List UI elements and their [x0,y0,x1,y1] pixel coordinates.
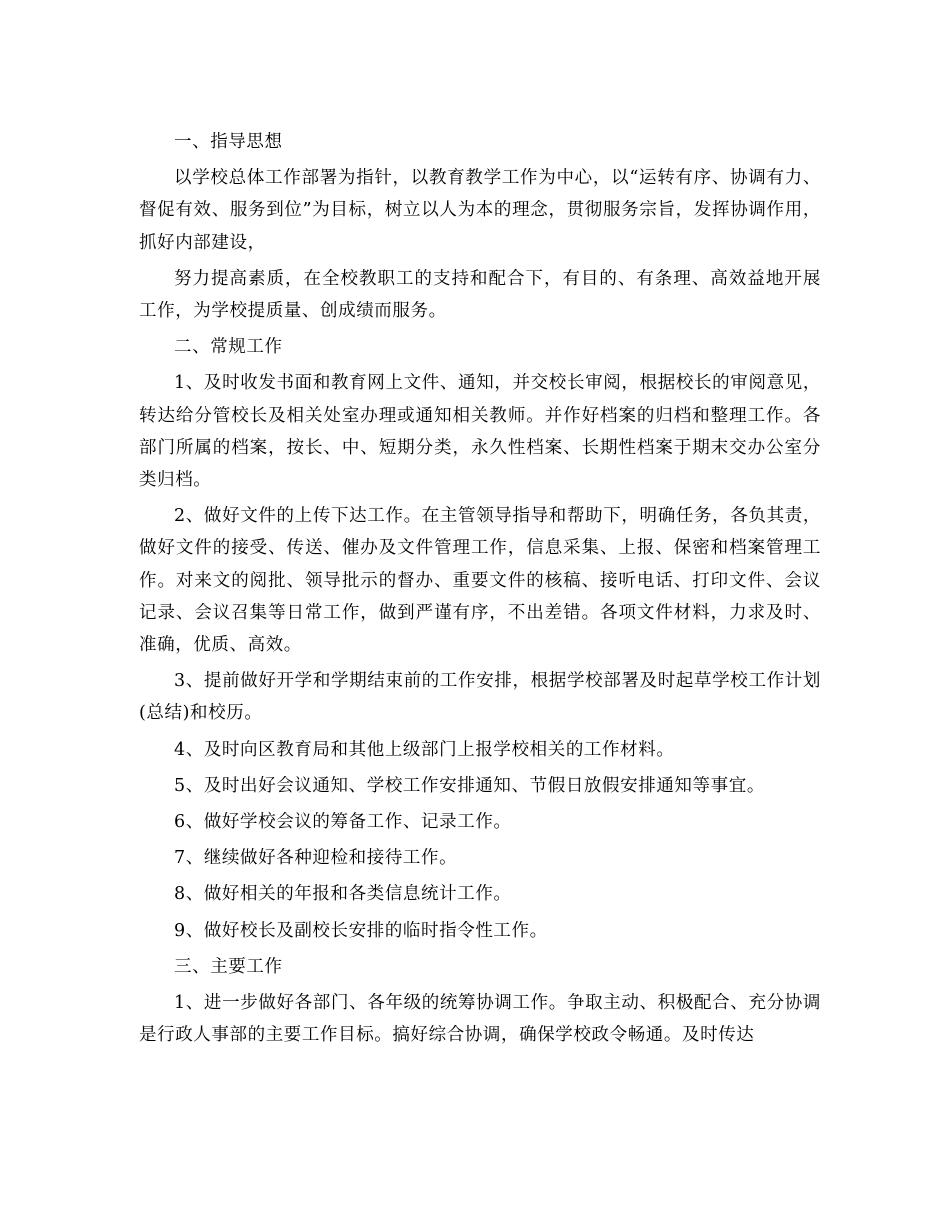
list-item: 5、及时出好会议通知、学校工作安排通知、节假日放假安排通知等事宜。 [174,775,765,796]
list-item: 9、做好校长及副校长安排的临时指令性工作。 [174,920,548,941]
paragraph: 努力提高素质，在全校教职工的支持和配合下，有目的、有条理、高效益地开展工作，为学校提质量、创成绩而服务。 [139,268,821,322]
section-heading-guiding-ideology: 一、指导思想 [174,132,283,152]
section-heading-main-work: 三、主要工作 [174,956,283,977]
list-item: 8、做好相关的年报和各类信息统计工作。 [174,884,512,905]
paragraph: 以学校总体工作部署为指针，以教育教学工作为中心，以“运转有序、协调有力、督促有效、服务到位”为目标，树立以人为本的理念，贯彻服务宗旨，发挥协调作用，抓好内部建设， [139,168,821,253]
list-item: 2、做好文件的上传下达工作。在主管领导指导和帮助下，明确任务，各负其责，做好文件的接受、传送、催办及文件管理工作，信息采集、上报、保密和档案管理工作。对来文的阅批、领导批示的督办、重要文件的核稿、接听电话、打印文件、会议记录、会议召集等日常工作，做到严谨有序，不出差错。各项文件材料，力求及时、准确，优质、高效。 [139,506,821,656]
list-item: 3、提前做好开学和学期结束前的工作安排，根据学校部署及时起草学校工作计划(总结)和校历。 [139,671,821,724]
list-item: 4、及时向区教育局和其他上级部门上报学校相关的工作材料。 [174,739,675,760]
list-item: 1、及时收发书面和教育网上文件、通知，并交校长审阅，根据校长的审阅意见，转达给分管校长及相关处室办理或通知相关教师。并作好档案的归档和整理工作。各部门所属的档案，按长、中、短期分类，永久性档案、长期性档案于期末交办公室分类归档。 [139,373,821,491]
section-heading-routine-work: 二、常规工作 [174,337,283,358]
document-body [139,126,821,1055]
list-item: 1、进一步做好各部门、各年级的统筹协调工作。争取主动、积极配合、充分协调是行政人事部的主要工作目标。搞好综合协调，确保学校政令畅通。及时传达 [139,993,821,1046]
list-item: 6、做好学校会议的筹备工作、记录工作。 [174,812,512,833]
list-item: 7、继续做好各种迎检和接待工作。 [174,848,458,869]
